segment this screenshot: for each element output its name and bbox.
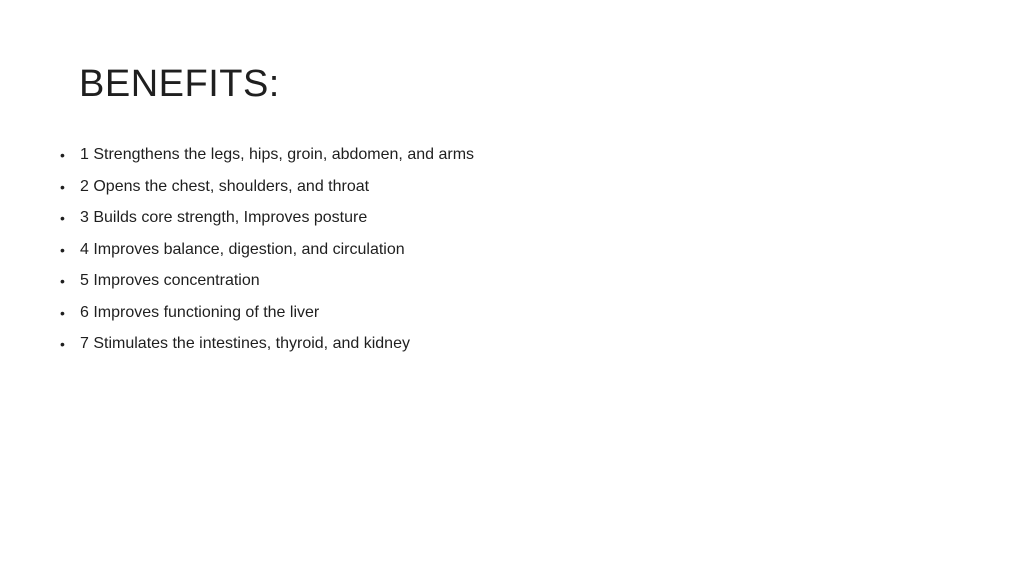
list-item-text: 5 Improves concentration bbox=[80, 272, 260, 289]
list-item-text: 6 Improves functioning of the liver bbox=[80, 303, 320, 321]
bullet-icon: • bbox=[60, 336, 65, 352]
list-item-text: 2 Opens the chest, shoulders, and throat bbox=[80, 177, 370, 195]
bullet-icon: • bbox=[60, 147, 65, 163]
bullet-icon: • bbox=[60, 178, 65, 195]
bullet-icon: • bbox=[60, 210, 65, 226]
list-item-text: 4 Improves balance, digestion, and circulation bbox=[80, 240, 405, 258]
slide-title: BENEFITS: bbox=[79, 63, 280, 105]
list-item-text: 3 Builds core strength, Improves posture bbox=[80, 209, 368, 226]
list-item-text: 1 Strengthens the legs, hips, groin, abdomen, and arms bbox=[80, 146, 475, 163]
bullet-icon: • bbox=[60, 241, 65, 258]
list-item-text: 7 Stimulates the intestines, thyroid, and kidney bbox=[80, 335, 410, 352]
bullet-icon: • bbox=[60, 273, 65, 289]
bullet-icon: • bbox=[60, 304, 65, 321]
